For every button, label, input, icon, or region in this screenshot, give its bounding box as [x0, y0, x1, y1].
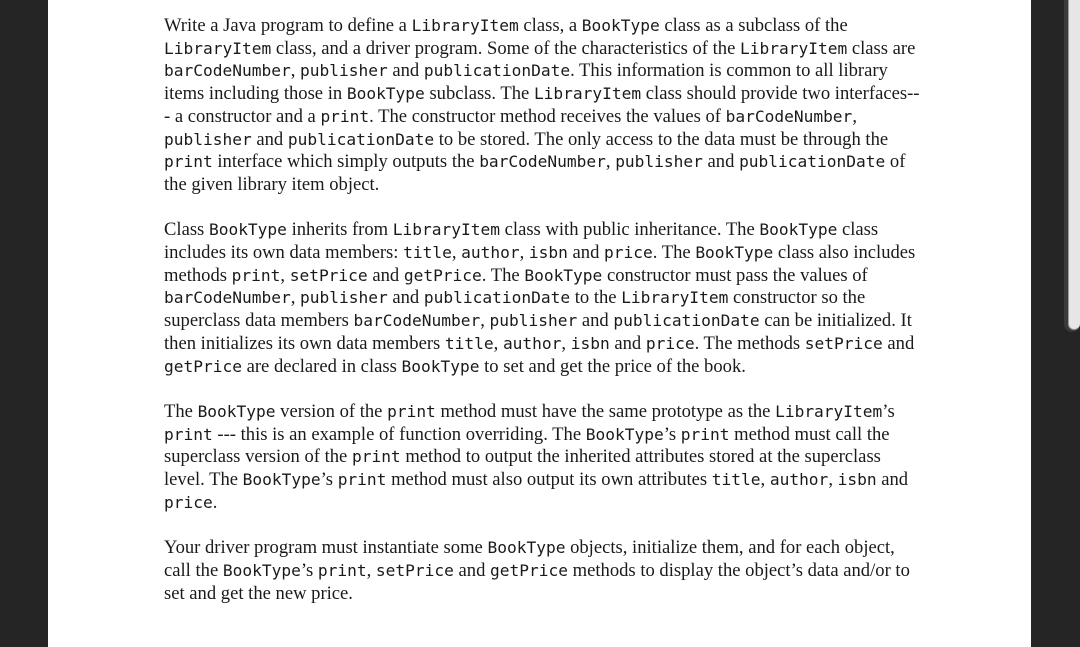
text-run: method must have the same prototype as the [435, 400, 776, 422]
text-run: method must also output its own attributes [386, 469, 712, 491]
code-term: publisher [615, 152, 703, 172]
code-term: publicationDate [613, 311, 760, 331]
paragraph-3 [164, 401, 924, 515]
text-run: class with public inheritance. The [500, 219, 760, 241]
text-run: and [702, 151, 740, 173]
code-term: title [403, 243, 452, 263]
document-body [164, 15, 924, 628]
code-term: publicationDate [423, 61, 571, 81]
code-term: price [645, 333, 695, 353]
text-run: and [609, 332, 646, 354]
code-term: BookType [222, 560, 301, 580]
text-run: ’s [882, 400, 895, 422]
code-term: BookType [242, 470, 321, 490]
text-run: , [366, 559, 376, 581]
code-term: publisher [300, 61, 388, 81]
text-run: version of the [275, 400, 388, 422]
text-run: , [605, 151, 616, 173]
text-run: , [290, 287, 300, 309]
text-run: and [876, 469, 909, 491]
text-run: objects, initialize them, and for each object, call the [164, 537, 895, 581]
code-term: BookType [585, 424, 664, 444]
code-term: setPrice [289, 265, 368, 285]
code-term: barCodeNumber [479, 152, 606, 172]
code-term: print [231, 265, 281, 285]
text-run: . [212, 491, 218, 513]
code-term: BookType [208, 220, 287, 240]
code-term: price [604, 243, 653, 263]
code-term: LibraryItem [740, 38, 848, 58]
document-page [48, 0, 1031, 647]
text-run: , [561, 332, 571, 354]
text-run: . This information is common to all library items including those in [164, 60, 888, 105]
text-run: , [480, 310, 490, 332]
text-run: and [387, 287, 424, 309]
text-run: and [577, 310, 614, 332]
code-term: barCodeNumber [164, 288, 291, 308]
code-term: author [769, 470, 829, 490]
code-term: print [387, 401, 436, 421]
code-term: BookType [197, 401, 276, 421]
text-run: --- this is an example of function overriding. The [212, 423, 586, 445]
text-run: class, a [518, 15, 582, 36]
code-term: setPrice [804, 333, 883, 353]
text-run: The [164, 400, 198, 422]
text-run: constructor must pass the values of [602, 264, 868, 286]
text-run: can be initialized. It then initializes its own data members [164, 310, 912, 354]
code-term: LibraryItem [392, 220, 500, 240]
code-term: BookType [401, 356, 480, 376]
text-run: , [280, 264, 290, 286]
text-run: class also includes methods [164, 242, 916, 286]
text-run: method must call the superclass version of the [164, 423, 890, 468]
text-run: Write a Java program to define a [164, 15, 412, 36]
code-term: print [351, 447, 401, 467]
text-run: and [387, 60, 424, 82]
code-term: publicationDate [739, 152, 886, 172]
paragraph-2 [164, 219, 924, 378]
text-run: ’s [300, 559, 318, 581]
text-run: interface which simply outputs the [212, 151, 480, 173]
code-term: BookType [346, 84, 425, 104]
text-run: . The [481, 264, 525, 286]
code-term: publisher [489, 311, 578, 331]
code-term: BookType [487, 538, 566, 558]
text-run: to set and get the price of the book. [479, 355, 746, 377]
text-run: class should provide two interfaces--- a constructor and a [164, 83, 920, 127]
text-run: and [453, 559, 491, 581]
text-run: , [828, 469, 838, 491]
text-run: , [519, 242, 529, 264]
text-run: constructor so the superclass data members [164, 287, 866, 332]
code-term: LibraryItem [411, 16, 519, 35]
text-run: , [760, 469, 770, 491]
text-run: to the [570, 287, 622, 309]
code-term: BookType [581, 16, 660, 35]
code-term: print [164, 424, 213, 444]
text-run: to be stored. The only access to the data must be through the [434, 128, 889, 150]
text-run: are declared in class [241, 355, 402, 377]
code-term: getPrice [164, 356, 242, 376]
code-term: print [317, 560, 367, 580]
code-term: print [164, 152, 213, 172]
text-run: class are [847, 37, 916, 59]
code-term: barCodeNumber [725, 106, 853, 126]
text-run: and [367, 264, 404, 286]
code-term: author [461, 243, 520, 263]
scrollbar-thumb[interactable] [1068, 0, 1080, 330]
code-term: author [502, 333, 562, 353]
code-term: BookType [524, 265, 603, 285]
code-term: publicationDate [423, 288, 571, 308]
text-run: , [852, 105, 857, 127]
code-term: LibraryItem [164, 38, 272, 58]
code-term: barCodeNumber [353, 311, 481, 331]
code-term: print [320, 106, 370, 126]
text-run: , [290, 60, 300, 82]
text-run: Your driver program must instantiate some [164, 537, 488, 559]
code-term: title [444, 333, 494, 353]
text-run: ’s [320, 469, 338, 491]
code-term: LibraryItem [775, 401, 883, 421]
code-term: title [711, 470, 761, 490]
text-run: and [882, 332, 915, 354]
code-term: price [164, 492, 213, 512]
vertical-scrollbar[interactable] [1064, 0, 1080, 332]
code-term: print [337, 470, 387, 490]
text-run: . The methods [694, 332, 805, 354]
text-run: inherits from [286, 219, 393, 241]
text-run: and [567, 242, 605, 264]
text-run: . The [652, 242, 696, 264]
text-run: method to output the inherited attributes stored at the superclass level. The [164, 446, 881, 491]
paragraph-1 [164, 15, 924, 197]
paragraph-4 [164, 537, 924, 605]
code-term: barCodeNumber [164, 61, 291, 81]
code-term: setPrice [375, 560, 454, 580]
text-run: and [251, 128, 288, 150]
text-run: class includes its own data members: [164, 219, 879, 264]
code-term: getPrice [403, 265, 482, 285]
text-run: ’s [663, 423, 681, 445]
code-term: publisher [300, 288, 388, 308]
code-term: publicationDate [287, 129, 435, 149]
text-run: class, and a driver program. Some of the characteristics of the [271, 37, 741, 59]
text-run: subclass. The [424, 83, 534, 105]
text-run: of the given library item object. [164, 151, 906, 195]
code-term: isbn [837, 470, 877, 490]
text-run: , [451, 242, 462, 264]
code-term: LibraryItem [621, 288, 729, 308]
code-term: isbn [570, 333, 610, 353]
code-term: isbn [528, 243, 568, 263]
code-term: print [680, 424, 730, 444]
code-term: BookType [695, 243, 774, 263]
text-run: Class [164, 219, 209, 241]
code-term: getPrice [490, 560, 569, 580]
code-term: publisher [164, 129, 252, 149]
text-run: methods to display the object’s data and/or to set and get the new price. [164, 559, 910, 604]
text-run: , [493, 332, 503, 354]
code-term: BookType [759, 220, 838, 240]
text-run: class as a subclass of the [659, 15, 848, 36]
text-run: . The constructor method receives the values of [369, 105, 726, 127]
code-term: LibraryItem [533, 84, 642, 104]
